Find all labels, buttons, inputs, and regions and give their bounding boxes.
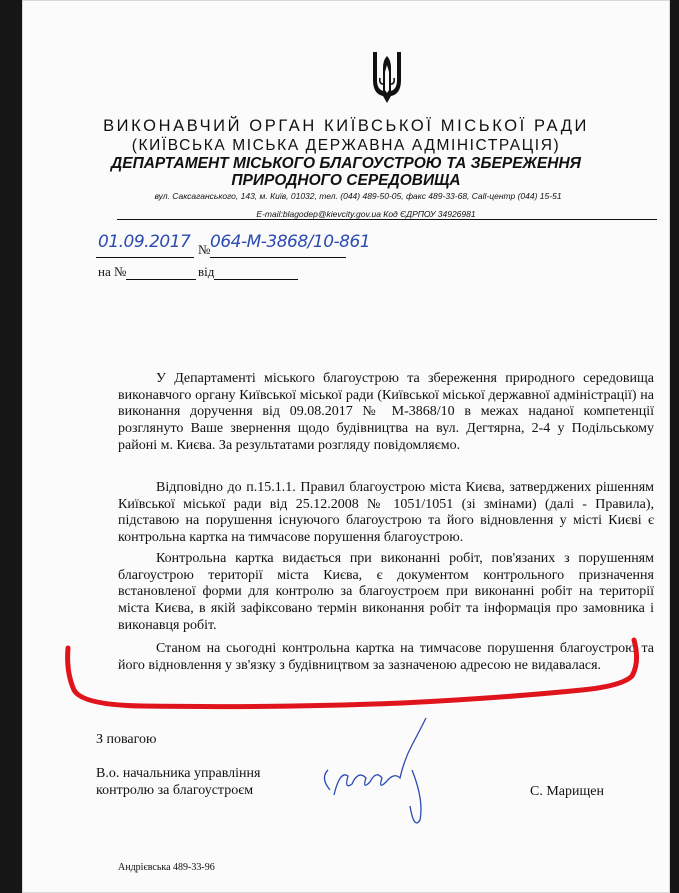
body-paragraph-2: Відповідно до п.15.1.1. Правил благоустрою міста Києва, затверджених рішенням Київської міської ради від 25.12.2008 № 1051/1051 (зі змінами) (далі - Правила), підставою на порушення існуючого благоустрою та його відновлення у місті Києві є контрольна картка на тимчасове порушення благоустрою. <box>118 480 654 546</box>
body-paragraph-1: У Департаменті міського благоустрою та збереження природного середовища виконавчого органу Київської міської ради (Київської міської державної адміністрації) на виконання доручення від 09.08.2017 № М-3868/10 в межах наданої компетенції розглянуто Ваше звернення щодо будівництва на вул. Дегтярна, 2-4 у Подільському районі м. Києва. За результатами розгляду повідомляємо. <box>118 371 654 453</box>
closing-regards: З повагою <box>96 732 157 747</box>
handwritten-number: 064-М-3868/10-861 <box>210 232 371 252</box>
scan-left-edge <box>0 0 22 893</box>
signer-position-2: контролю за благоустроєм <box>96 783 254 798</box>
handwritten-date: 01.09.2017 <box>98 232 191 252</box>
signer-name: С. Марищен <box>530 784 604 799</box>
header-address: вул. Саксаганського, 143, м. Київ, 01032, тел. (044) 489-50-05, факс 489-33-68, Call-центр (044) 15-51 <box>154 191 562 201</box>
body-paragraph-3: Контрольна картка видається при виконанні робіт, пов'язаних з порушенням благоустрою території міста Києва, є документом контрольного призначення встановленої форми для контролю за благоустроєм при виконанні робіт на території міста Києва, в якій зафіксовано термін виконання робіт та інформація про замовника і виконавця робіт. <box>118 551 654 633</box>
header-email: E-mail:blagodep@kievcity.gov.ua Код ЄДРПОУ 34926981 <box>256 209 476 219</box>
trident-emblem-icon <box>370 50 404 104</box>
number-underline <box>210 257 346 258</box>
outgoing-number-prefix: № <box>198 242 211 257</box>
footer-contact: Андрієвська 489-33-96 <box>118 862 215 873</box>
header-administration: (КИЇВСЬКА МІСЬКА ДЕРЖАВНА АДМІНІСТРАЦІЯ) <box>131 137 561 154</box>
reply-number-underline <box>126 279 196 280</box>
scan-right-edge <box>670 0 679 893</box>
reply-date-underline <box>214 279 298 280</box>
body-paragraph-4: Станом на сьогодні контрольна картка на тимчасове порушення благоустрою та його відновлення у зв'язку з будівництвом за зазначеною адресою не видавалася. <box>118 641 654 673</box>
header-authority: ВИКОНАВЧИЙ ОРГАН КИЇВСЬКОЇ МІСЬКОЇ РАДИ <box>103 117 589 135</box>
reply-from-label: від <box>198 264 215 279</box>
signer-position-1: В.о. начальника управління <box>96 766 261 781</box>
header-department-cont: ПРИРОДНОГО СЕРЕДОВИЩА <box>231 172 461 189</box>
reply-number-prefix: на № <box>98 264 127 279</box>
document-page <box>22 0 670 893</box>
header-department: ДЕПАРТАМЕНТ МІСЬКОГО БЛАГОУСТРОЮ ТА ЗБЕРЕЖЕННЯ <box>111 155 581 172</box>
header-divider <box>117 219 657 220</box>
date-underline <box>96 257 194 258</box>
